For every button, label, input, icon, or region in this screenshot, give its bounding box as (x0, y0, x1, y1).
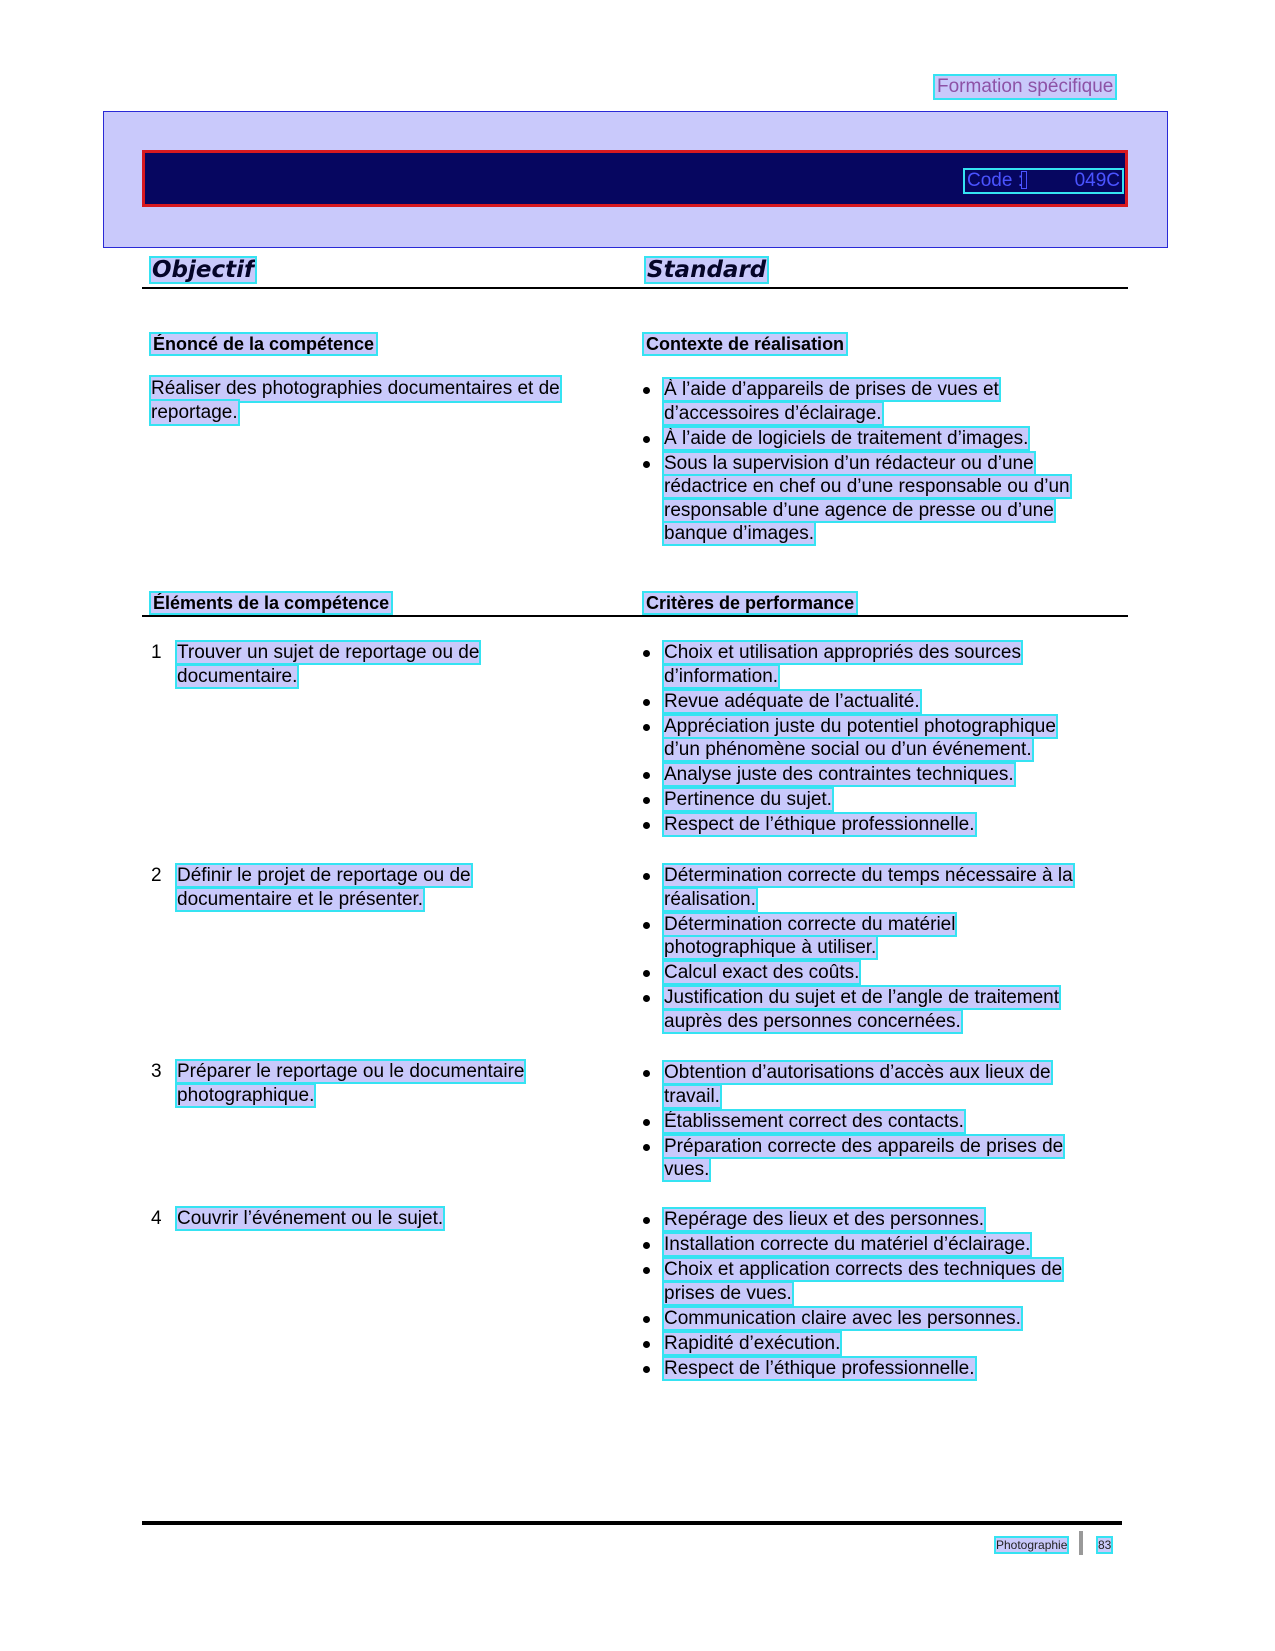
item-line: rédactrice en chef ou d’une responsable ou d’un (664, 476, 1070, 497)
list-item (642, 378, 1112, 425)
item-line: Appréciation juste du potentiel photographique (664, 715, 1056, 737)
item-line: Choix et application corrects des techniques de (664, 1259, 1063, 1280)
bullet-icon (643, 1119, 650, 1126)
bullet-icon (643, 650, 650, 657)
element-line: documentaire et le présenter. (177, 888, 424, 910)
bullet-icon (643, 1070, 650, 1077)
element-line: Définir le projet de reportage ou de (177, 865, 471, 886)
bullet-icon (643, 1217, 650, 1224)
element-number: 1 (151, 642, 162, 663)
element-1 (151, 641, 641, 688)
list-item (642, 1357, 1112, 1381)
list-item (642, 986, 1112, 1033)
competence-heading: Énoncé de la compétence (153, 334, 375, 354)
item-line: Détermination correcte du matériel (664, 913, 956, 935)
competence-line: reportage. (151, 401, 238, 423)
element-number: 3 (151, 1061, 162, 1082)
criteria-list-2 (642, 864, 1112, 1035)
title-divider (142, 287, 1128, 289)
item-line: responsable d’une agence de presse ou d’une (664, 499, 1054, 521)
competence-statement (151, 377, 641, 424)
footer-page-number: 83 (1098, 1538, 1112, 1552)
element-3 (151, 1060, 641, 1107)
list-item (642, 641, 1112, 688)
context-heading: Contexte de réalisation (646, 334, 845, 354)
criteria-list-1 (642, 641, 1112, 838)
item-line: Calcul exact des coûts. (664, 962, 860, 983)
code-separator (1021, 171, 1027, 189)
bullet-icon (643, 797, 650, 804)
item-line: Sous la supervision d’un rédacteur ou d’une (664, 452, 1034, 474)
list-item (642, 913, 1112, 960)
element-4 (151, 1207, 641, 1231)
footer-program: Photographie (996, 1538, 1068, 1552)
bullet-icon (643, 922, 650, 929)
list-item (642, 1332, 1112, 1356)
program-type-label: Formation spécifique (937, 76, 1114, 97)
item-line: d’un phénomène social ou d’un événement. (664, 739, 1032, 760)
item-line: Communication claire avec les personnes. (664, 1307, 1021, 1329)
element-line: Couvrir l’événement ou le sujet. (177, 1208, 444, 1229)
item-line: banque d’images. (664, 523, 814, 544)
item-line: Préparation correcte des appareils de prises de (664, 1135, 1064, 1157)
bullet-icon (643, 995, 650, 1002)
list-item (642, 427, 1112, 451)
item-line: auprès des personnes concernées. (664, 1010, 961, 1032)
criteria-list-3 (642, 1061, 1112, 1183)
item-line: Analyse juste des contraintes techniques. (664, 764, 1014, 785)
item-line: Établissement correct des contacts. (664, 1110, 964, 1132)
bullet-icon (643, 1267, 650, 1274)
list-item (642, 864, 1112, 911)
bullet-icon (643, 387, 650, 394)
standard-title: Standard (647, 257, 767, 283)
item-line: d’accessoires d’éclairage. (664, 402, 882, 424)
competency-code (965, 170, 1122, 192)
item-line: Repérage des lieux et des personnes. (664, 1209, 985, 1230)
list-item (642, 788, 1112, 812)
item-line: travail. (664, 1085, 720, 1107)
list-item (642, 1233, 1112, 1257)
bullet-icon (643, 970, 650, 977)
elements-heading: Éléments de la compétence (153, 593, 390, 613)
item-line: Respect de l’éthique professionnelle. (664, 814, 975, 835)
element-number: 2 (151, 865, 162, 886)
element-line: Trouver un sujet de reportage ou de (177, 642, 480, 663)
elements-divider (142, 615, 1128, 617)
list-item (642, 1208, 1112, 1232)
list-item (642, 1110, 1112, 1134)
criteria-list-4 (642, 1208, 1112, 1382)
item-line: prises de vues. (664, 1282, 792, 1304)
item-line: vues. (664, 1159, 710, 1180)
bullet-icon (643, 1316, 650, 1323)
footer-separator (1079, 1531, 1083, 1555)
item-line: Obtention d’autorisations d’accès aux lieux de (664, 1062, 1051, 1083)
item-line: Respect de l’éthique professionnelle. (664, 1357, 975, 1379)
item-line: Choix et utilisation appropriés des sources (664, 642, 1021, 663)
element-line: documentaire. (177, 665, 298, 687)
list-item (642, 690, 1112, 714)
list-item (642, 1258, 1112, 1305)
list-item (642, 763, 1112, 787)
element-line: photographique. (177, 1084, 315, 1106)
code-value: 049C (1074, 170, 1120, 191)
list-item (642, 961, 1112, 985)
element-2 (151, 864, 641, 911)
bullet-icon (643, 461, 650, 468)
element-line: Préparer le reportage ou le documentaire (177, 1061, 525, 1082)
footer-divider (142, 1521, 1122, 1525)
item-line: Installation correcte du matériel d’éclairage. (664, 1234, 1031, 1255)
item-line: Justification du sujet et de l’angle de traitement (664, 987, 1060, 1008)
item-line: Pertinence du sujet. (664, 789, 832, 810)
list-item (642, 452, 1112, 546)
bullet-icon (643, 724, 650, 731)
bullet-icon (643, 1366, 650, 1373)
bullet-icon (643, 699, 650, 706)
item-line: réalisation. (664, 888, 756, 910)
objective-title: Objectif (152, 257, 255, 283)
bullet-icon (643, 822, 650, 829)
item-line: d’information. (664, 665, 779, 687)
bullet-icon (643, 1242, 650, 1249)
item-line: photographique à utiliser. (664, 937, 877, 958)
list-item (642, 1307, 1112, 1331)
list-item (642, 813, 1112, 837)
code-label: Code : (967, 170, 1023, 191)
item-line: À l’aide de logiciels de traitement d’images. (664, 427, 1029, 449)
context-list (642, 378, 1112, 547)
criteria-heading: Critères de performance (646, 593, 855, 613)
bullet-icon (643, 1144, 650, 1151)
bullet-icon (643, 1341, 650, 1348)
item-line: Rapidité d’exécution. (664, 1332, 841, 1354)
item-line: Revue adéquate de l’actualité. (664, 690, 920, 712)
competence-line: Réaliser des photographies documentaires et de (151, 378, 560, 399)
bullet-icon (643, 772, 650, 779)
list-item (642, 1061, 1112, 1108)
item-line: Détermination correcte du temps nécessaire à la (664, 865, 1073, 886)
item-line: À l’aide d’appareils de prises de vues et (664, 379, 999, 400)
list-item (642, 715, 1112, 762)
list-item (642, 1135, 1112, 1182)
bullet-icon (643, 873, 650, 880)
bullet-icon (643, 436, 650, 443)
element-number: 4 (151, 1208, 162, 1229)
